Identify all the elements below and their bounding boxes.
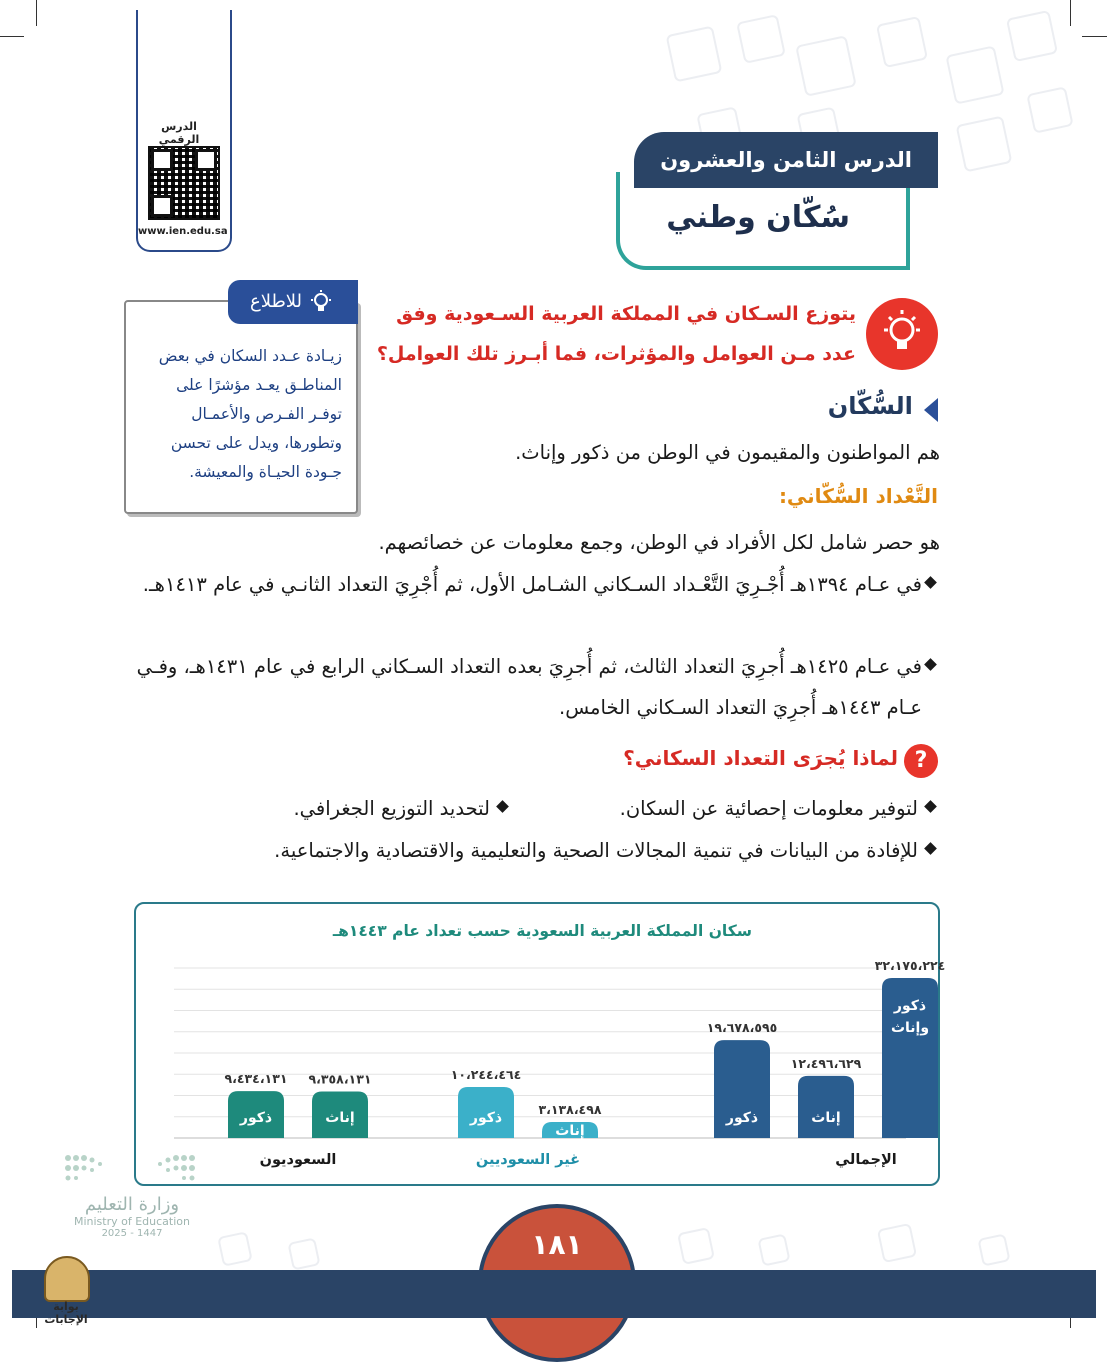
decorative-square bbox=[956, 116, 1013, 173]
decorative-square bbox=[795, 35, 857, 97]
lightbulb-icon bbox=[866, 298, 938, 370]
watermark-logo-icon bbox=[44, 1256, 90, 1302]
chart-plot bbox=[136, 904, 946, 1184]
decorative-square bbox=[1006, 10, 1058, 62]
chart-title: سكان المملكة العربية السعودية حسب تعداد عام ١٤٤٣هـ bbox=[332, 922, 752, 940]
chart-group-label: الإجمالي bbox=[835, 1152, 897, 1168]
bullet-diamond-icon bbox=[924, 800, 937, 813]
decorative-square bbox=[287, 1237, 320, 1270]
chart-bar-label: ذكور bbox=[239, 1110, 273, 1126]
chart-value-label: ١٩،٦٧٨،٥٩٥ bbox=[706, 1020, 778, 1036]
chart-bar-label: ذكور bbox=[725, 1110, 759, 1126]
chart-bar bbox=[798, 1076, 854, 1138]
page-number: ١٨١ bbox=[531, 1228, 583, 1261]
ministry-name-en: Ministry of Education bbox=[73, 1215, 190, 1228]
lesson-banner-text: الدرس الثامن والعشرون bbox=[660, 148, 912, 172]
census-definition: هو حصر شامل لكل الأفراد في الوطن، وجمع معلومات عن خصائصهم. bbox=[378, 531, 940, 554]
why-heading: لماذا يُجرَى التعداد السكاني؟ bbox=[623, 746, 898, 770]
bullet-diamond-icon bbox=[924, 576, 937, 589]
why-bullet: لتحديد التوزيع الجغرافي. bbox=[293, 797, 490, 820]
chart-value-label: ١٠،٢٤٤،٤٦٤ bbox=[450, 1067, 522, 1083]
info-sidebar-tag-label: للاطلاع bbox=[249, 291, 302, 312]
digital-lesson-label: الدرس الرقمي bbox=[158, 120, 200, 146]
tag-arrow bbox=[340, 286, 356, 322]
decorative-square bbox=[677, 1227, 715, 1265]
chart-value-label: ٩،٤٣٤،١٣١ bbox=[224, 1071, 288, 1087]
decorative-square bbox=[876, 16, 928, 68]
bullet-diamond-icon bbox=[924, 658, 937, 671]
chart-value-label: ٩،٣٥٨،١٣١ bbox=[308, 1071, 372, 1087]
why-bullet: لتوفير معلومات إحصائية عن السكان. bbox=[619, 797, 918, 820]
chart-bar-label: إناث bbox=[325, 1110, 355, 1126]
ministry-dots-icon bbox=[62, 1150, 198, 1190]
chart-value-label: ٣٢،١٧٥،٢٢٤ bbox=[874, 958, 946, 973]
decorative-square bbox=[666, 26, 723, 83]
crop-mark bbox=[1082, 36, 1107, 37]
chart-bar-label: ذكور bbox=[469, 1110, 503, 1126]
chart-bar-label: وإناث bbox=[890, 1020, 930, 1036]
census-bullet: في عـام ١٣٩٤هـ أُجْـرِيَ التَّعْـداد السـكاني الشـامل الأول، ثم أُجْرِيَ التعداد الثانـي في عام ١٤١٣هـ. bbox=[142, 573, 922, 596]
intro-question: يتوزع السـكان في المملكة العربية السـعودية وفق عدد مـن العوامل والمؤثرات، فما أبـرز تلك العوامل؟ bbox=[376, 303, 856, 365]
why-bullet: للإفادة من البيانات في تنمية المجالات الصحية والتعليمية والاقتصادية والاجتماعية. bbox=[274, 839, 918, 862]
population-definition: هم المواطنون والمقيمون في الوطن من ذكور وإناث. bbox=[515, 441, 940, 464]
decorative-square bbox=[757, 1233, 790, 1266]
qr-code-icon[interactable] bbox=[148, 146, 220, 220]
decorative-square bbox=[217, 1231, 253, 1267]
decorative-square bbox=[877, 1223, 917, 1263]
qr-url[interactable]: www.ien.edu.sa bbox=[138, 226, 228, 237]
lesson-banner bbox=[634, 132, 938, 188]
population-heading: السُّكّان bbox=[827, 392, 913, 420]
footer-bar bbox=[12, 1270, 1096, 1318]
population-heading-row bbox=[700, 392, 938, 422]
chart-group-label: السعوديون bbox=[259, 1152, 337, 1168]
decorative-square bbox=[977, 1233, 1010, 1266]
ministry-name-ar: وزارة التعليم bbox=[84, 1194, 180, 1215]
section-arrow-icon bbox=[924, 398, 938, 422]
decorative-square bbox=[945, 45, 1004, 104]
lamp-icon bbox=[308, 280, 334, 324]
ministry-logo bbox=[62, 1150, 202, 1239]
crop-mark bbox=[36, 0, 37, 26]
chart-group-label: غير السعوديين bbox=[475, 1152, 581, 1168]
bullet-diamond-icon bbox=[496, 800, 509, 813]
bullet-diamond-icon bbox=[924, 842, 937, 855]
chart-bar-label: إناث bbox=[555, 1123, 585, 1139]
population-chart bbox=[134, 902, 946, 1186]
chart-value-label: ٣،١٣٨،٤٩٨ bbox=[538, 1102, 602, 1117]
crop-mark bbox=[0, 36, 24, 37]
question-mark-icon: ? bbox=[904, 744, 938, 778]
decorative-square bbox=[736, 14, 786, 64]
watermark-text: بوابة الإجابات bbox=[44, 1300, 88, 1326]
census-heading: التَّعْداد السُّكّاني: bbox=[778, 484, 938, 508]
info-sidebar-tag bbox=[228, 280, 358, 324]
crop-mark bbox=[1070, 0, 1071, 26]
ministry-year: 2025 - 1447 bbox=[101, 1228, 163, 1239]
decorative-square bbox=[1026, 86, 1073, 133]
chart-value-label: ١٢،٤٩٦،٦٢٩ bbox=[790, 1055, 862, 1071]
census-bullet: في عـام ١٤٢٥هـ أُجرِيَ التعداد الثالث، ثم أُجرِيَ بعده التعداد السـكاني الرابع في عام ١٤٣١هـ، وفـي عـام ١٤٤٣هـ أُجرِيَ التعداد السـكاني الخامس. bbox=[136, 655, 922, 719]
chart-bar-label: ذكور bbox=[893, 998, 927, 1014]
lesson-title: سُكّان وطني bbox=[666, 200, 850, 235]
chart-bar-label: إناث bbox=[811, 1110, 841, 1126]
info-sidebar-text: زيـادة عـدد السكان في بعض المناطـق يعـد مؤشرًا على توفـر الفـرص والأعمـال وتطورها، ويدل على تحسن جـودة الحيـاة والمعيشة. bbox=[158, 347, 342, 481]
